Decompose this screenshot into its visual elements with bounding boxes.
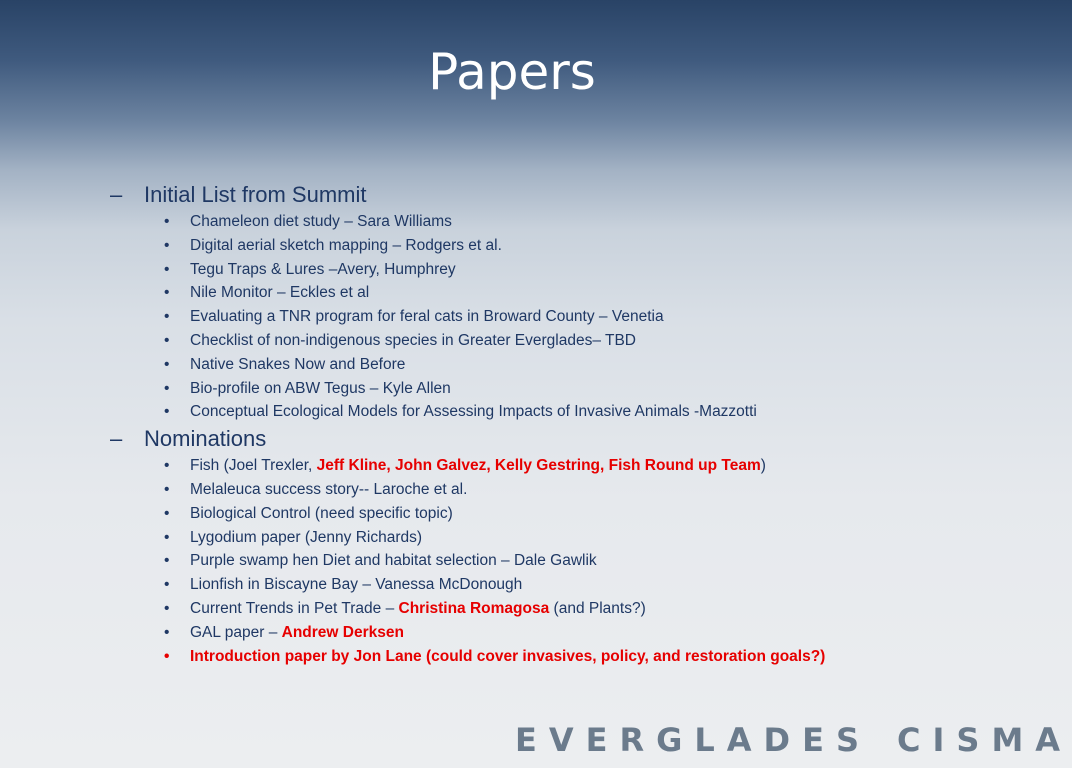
dash-marker: – [110, 426, 123, 452]
bullet-marker: • [164, 403, 170, 421]
list-item [110, 526, 990, 550]
bullet-marker: • [164, 331, 170, 349]
list-item-text: Biological Control (need specific topic) [190, 504, 453, 522]
bullet-marker: • [164, 355, 170, 373]
bullet-marker: • [164, 599, 170, 617]
everglades-cisma-logo [515, 719, 1072, 761]
slide-title: Papers [428, 43, 596, 101]
highlighted-name: Jeff Kline [316, 457, 387, 475]
highlighted-separator: , [386, 457, 396, 475]
list-item [110, 454, 990, 478]
list-item-text: Native Snakes Now and Before [190, 355, 406, 373]
list-item [110, 478, 990, 502]
list-item-text: Tegu Traps & Lures –Avery, Humphrey [190, 260, 456, 278]
dash-marker: – [110, 182, 123, 207]
bullet-marker: • [164, 284, 170, 302]
section-heading-text: Initial List from Summit [144, 182, 367, 207]
list-item-text: Melaleuca success story-- Laroche et al. [190, 480, 468, 498]
list-item-text [190, 621, 404, 645]
list-item [110, 400, 990, 424]
list-item-text: Purple swamp hen Diet and habitat selection – Dale Gawlik [190, 552, 597, 570]
section-heading-nominations [110, 424, 990, 454]
list-item [110, 305, 990, 329]
highlighted-name: John Galvez, Kelly Gestring, Fish Round up Team [395, 457, 761, 475]
bullet-marker: • [164, 308, 170, 326]
list-item [110, 502, 990, 526]
nominations-items [110, 454, 990, 668]
content-area [110, 180, 990, 668]
list-item-text: Digital aerial sketch mapping – Rodgers et al. [190, 236, 502, 254]
item-text-plain: Current Trends in Pet Trade – [190, 599, 399, 617]
bullet-marker: • [164, 457, 170, 475]
section-heading-initial-list [110, 180, 990, 210]
logo-word-everglades: EVERGLADES [515, 721, 872, 759]
bullet-marker: • [164, 379, 170, 397]
list-item-text [190, 597, 646, 621]
bullet-marker: • [164, 647, 170, 665]
list-item-text: Bio-profile on ABW Tegus – Kyle Allen [190, 379, 451, 397]
bullet-marker: • [164, 552, 170, 570]
bullet-marker: • [164, 528, 170, 546]
bullet-marker: • [164, 480, 170, 498]
list-item-text: Checklist of non-indigenous species in Greater Everglades– TBD [190, 331, 637, 349]
list-item-text: Introduction paper by Jon Lane (could cover invasives, policy, and restoration goals?) [190, 647, 826, 665]
bullet-marker: • [164, 260, 170, 278]
initial-list-items [110, 210, 990, 424]
list-item [110, 329, 990, 353]
highlighted-name: Christina Romagosa [398, 599, 550, 617]
section-heading-text: Nominations [144, 426, 267, 452]
list-item [110, 621, 990, 645]
list-item-text: Conceptual Ecological Models for Assessing Impacts of Invasive Animals -Mazzotti [190, 403, 757, 421]
bullet-marker: • [164, 213, 170, 230]
list-item-text: Chameleon diet study – Sara Williams [190, 213, 452, 230]
item-text-plain: GAL paper – [190, 623, 282, 641]
list-item [110, 573, 990, 597]
list-item-text [190, 454, 766, 478]
logo-word-cisma: CISMA [897, 721, 1072, 759]
list-item [110, 645, 990, 669]
list-item [110, 234, 990, 258]
bullet-marker: • [164, 623, 170, 641]
list-item-text: Lionfish in Biscayne Bay – Vanessa McDonough [190, 576, 523, 594]
list-item-text: Lygodium paper (Jenny Richards) [190, 528, 423, 546]
highlighted-name: Andrew Derksen [281, 623, 404, 641]
bullet-marker: • [164, 576, 170, 594]
list-item [110, 258, 990, 282]
list-item-text: Evaluating a TNR program for feral cats in Broward County – Venetia [190, 308, 664, 326]
bullet-marker: • [164, 504, 170, 522]
bullet-marker: • [164, 236, 170, 254]
list-item [110, 281, 990, 305]
list-item [110, 549, 990, 573]
list-item-text: Nile Monitor – Eckles et al [190, 284, 370, 302]
list-item [110, 377, 990, 401]
item-text-plain: ) [760, 457, 766, 475]
list-item [110, 210, 990, 234]
item-text-plain: Fish (Joel Trexler, [190, 457, 317, 475]
list-item [110, 597, 990, 621]
list-item [110, 353, 990, 377]
item-text-plain: (and Plants?) [549, 599, 646, 617]
